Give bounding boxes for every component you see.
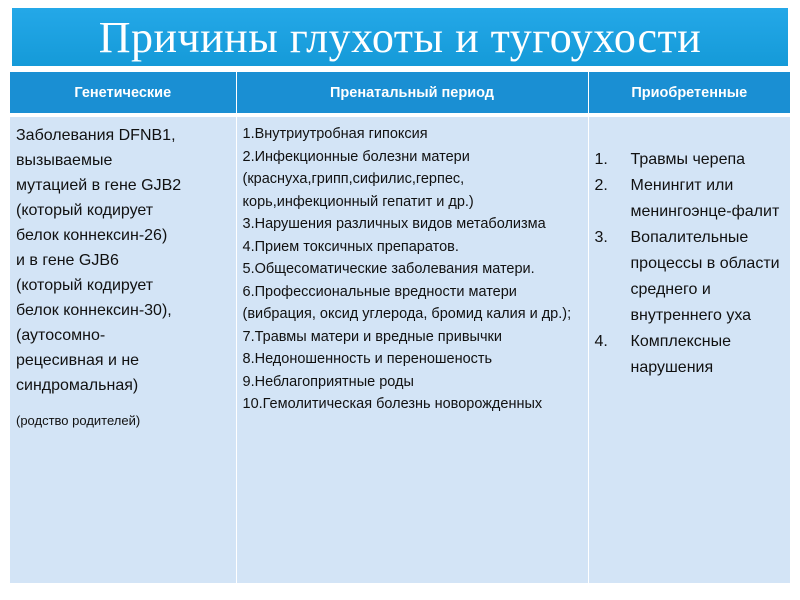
acquired-item-text: Вопалительные процессы в области среднего и внутреннего уха (630, 229, 780, 324)
acquired-item-number: 2. (594, 177, 608, 194)
prenatal-item: 5.Общесоматические заболевания матери. (242, 261, 535, 277)
prenatal-item: 4.Прием токсичных препаратов. (242, 238, 459, 255)
acquired-item-number: 1. (594, 151, 608, 168)
header-genetic: Генетические (10, 72, 236, 115)
causes-table (10, 72, 790, 583)
acquired-item-number: 4. (594, 333, 608, 350)
header-row (10, 72, 790, 115)
prenatal-item: 9.Неблагоприятные роды (242, 373, 414, 390)
prenatal-list (237, 117, 588, 416)
acquired-item (595, 173, 785, 225)
header-acquired: Приобретенные (588, 72, 790, 115)
genetic-note: (родство родителей) (16, 413, 141, 428)
prenatal-cell (236, 115, 588, 583)
title-bar (12, 8, 788, 66)
prenatal-item: 3.Нарушения различных видов метаболизма (242, 216, 546, 232)
acquired-item-text: Травмы черепа (630, 151, 746, 168)
acquired-item (595, 147, 785, 173)
slide-title: Причины глухоты и тугоухости (98, 12, 702, 62)
acquired-item (595, 329, 785, 381)
genetic-cell (10, 115, 236, 583)
prenatal-item: 8.Недоношенность и переношеность (242, 351, 493, 367)
acquired-item-number: 3. (594, 229, 608, 246)
genetic-text: Заболевания DFNB1, вызываемые мутацией в гене GJB2 (который кодирует белок коннексин-26) и в гене GJB6 (который кодирует белок коннексин-30), (аутосомно- рецесивная и не синдромальная) (16, 127, 182, 394)
acquired-item (595, 225, 785, 329)
acquired-list (589, 117, 791, 381)
prenatal-item: 2.Инфекционные болезни матери (краснуха,грипп,сифилис,герпес, корь,инфекционный гепатит и др.) (242, 148, 474, 210)
content-row (10, 115, 790, 583)
prenatal-item: 7.Травмы матери и вредные привычки (242, 328, 502, 345)
acquired-cell (588, 115, 790, 583)
acquired-item-text: Комплексные нарушения (630, 333, 732, 376)
prenatal-item: 10.Гемолитическая болезнь новорожденных (242, 396, 543, 412)
prenatal-item: 1.Внутриутробная гипоксия (242, 126, 428, 142)
prenatal-item: 6.Профессиональные вредности матери (вибрация, оксид углерода, бромид калия и др.); (242, 283, 572, 322)
acquired-item-text: Менингит или менингоэнце-фалит (630, 177, 780, 220)
header-prenatal: Пренатальный период (236, 72, 588, 115)
